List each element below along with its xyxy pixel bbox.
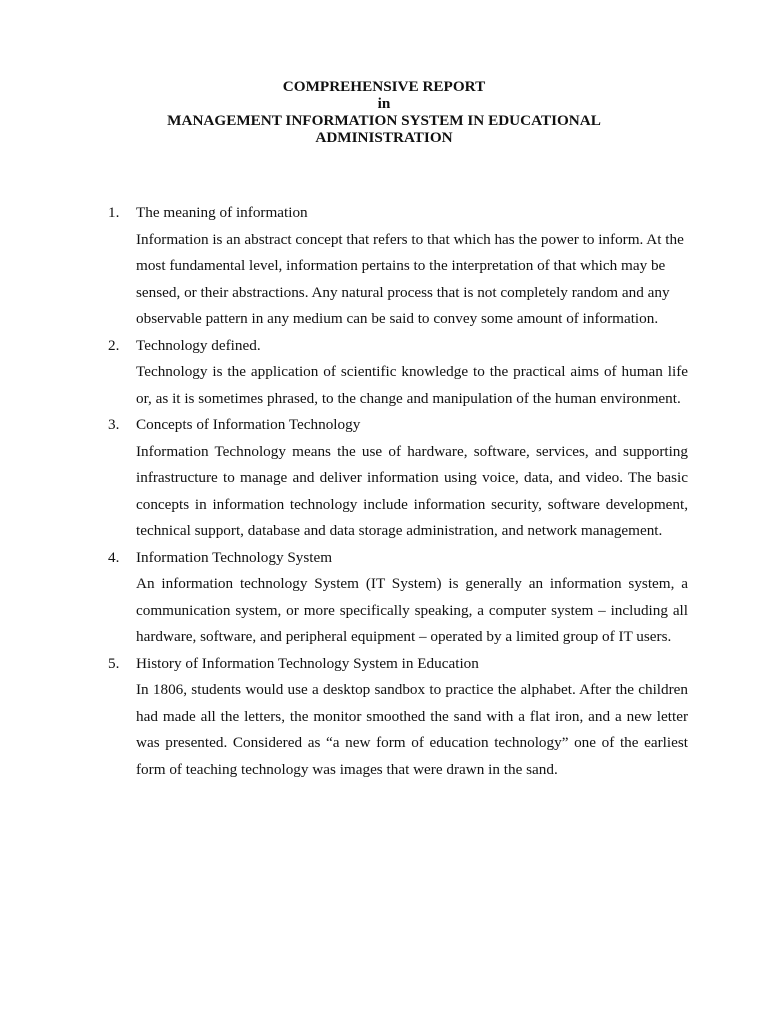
section-heading: History of Information Technology System in Education	[136, 654, 479, 672]
section-2	[108, 333, 688, 413]
section-number: 5.	[108, 654, 120, 672]
section-number: 4.	[108, 548, 120, 566]
section-heading: Concepts of Information Technology	[136, 416, 361, 433]
section-body: Information is an abstract concept that refers to that which has the power to inform. At the most fundamental level, information pertains to the interpretation of that which may be sensed, or their abstractions. Any natural process that is not completely random and any observable pattern in any medium can be said to convey some amount of information.	[136, 230, 684, 327]
title-line-4: ADMINISTRATION	[315, 129, 453, 146]
section-number: 3.	[108, 416, 120, 433]
section-1	[108, 200, 688, 333]
report-title	[0, 78, 768, 146]
section-4	[108, 545, 688, 651]
section-body: Technology is the application of scientific knowledge to the practical aims of human life or, as it is sometimes phrased, to the change and manipulation of the human environment.	[136, 363, 688, 407]
section-5	[108, 651, 688, 784]
section-body: An information technology System (IT System) is generally an information system, a communication system, or more specifically speaking, a computer system – including all hardware, software, and peripheral equipment – operated by a limited group of IT users.	[136, 575, 688, 645]
section-list	[108, 200, 688, 783]
section-heading: Technology defined.	[136, 336, 261, 354]
title-line-2: in	[377, 95, 391, 112]
section-heading: The meaning of information	[136, 204, 308, 221]
section-body: Information Technology means the use of hardware, software, services, and supporting infrastructure to manage and deliver information using voice, data, and video. The basic concepts in information technology include information security, software development, technical support, database and data storage administration, and network management.	[136, 442, 688, 539]
section-3	[108, 412, 688, 545]
section-number: 1.	[108, 204, 120, 221]
title-line-1: COMPREHENSIVE REPORT	[282, 78, 486, 95]
section-number: 2.	[108, 336, 120, 354]
section-heading: Information Technology System	[136, 548, 333, 566]
section-body: In 1806, students would use a desktop sandbox to practice the alphabet. After the children had made all the letters, the monitor smoothed the sand with a flat iron, and a new letter was presented. Considered as “a new form of education technology” one of the earliest form of teaching technology was images that were drawn in the sand.	[136, 681, 688, 778]
title-line-3: MANAGEMENT INFORMATION SYSTEM IN EDUCATIONAL	[167, 112, 601, 129]
